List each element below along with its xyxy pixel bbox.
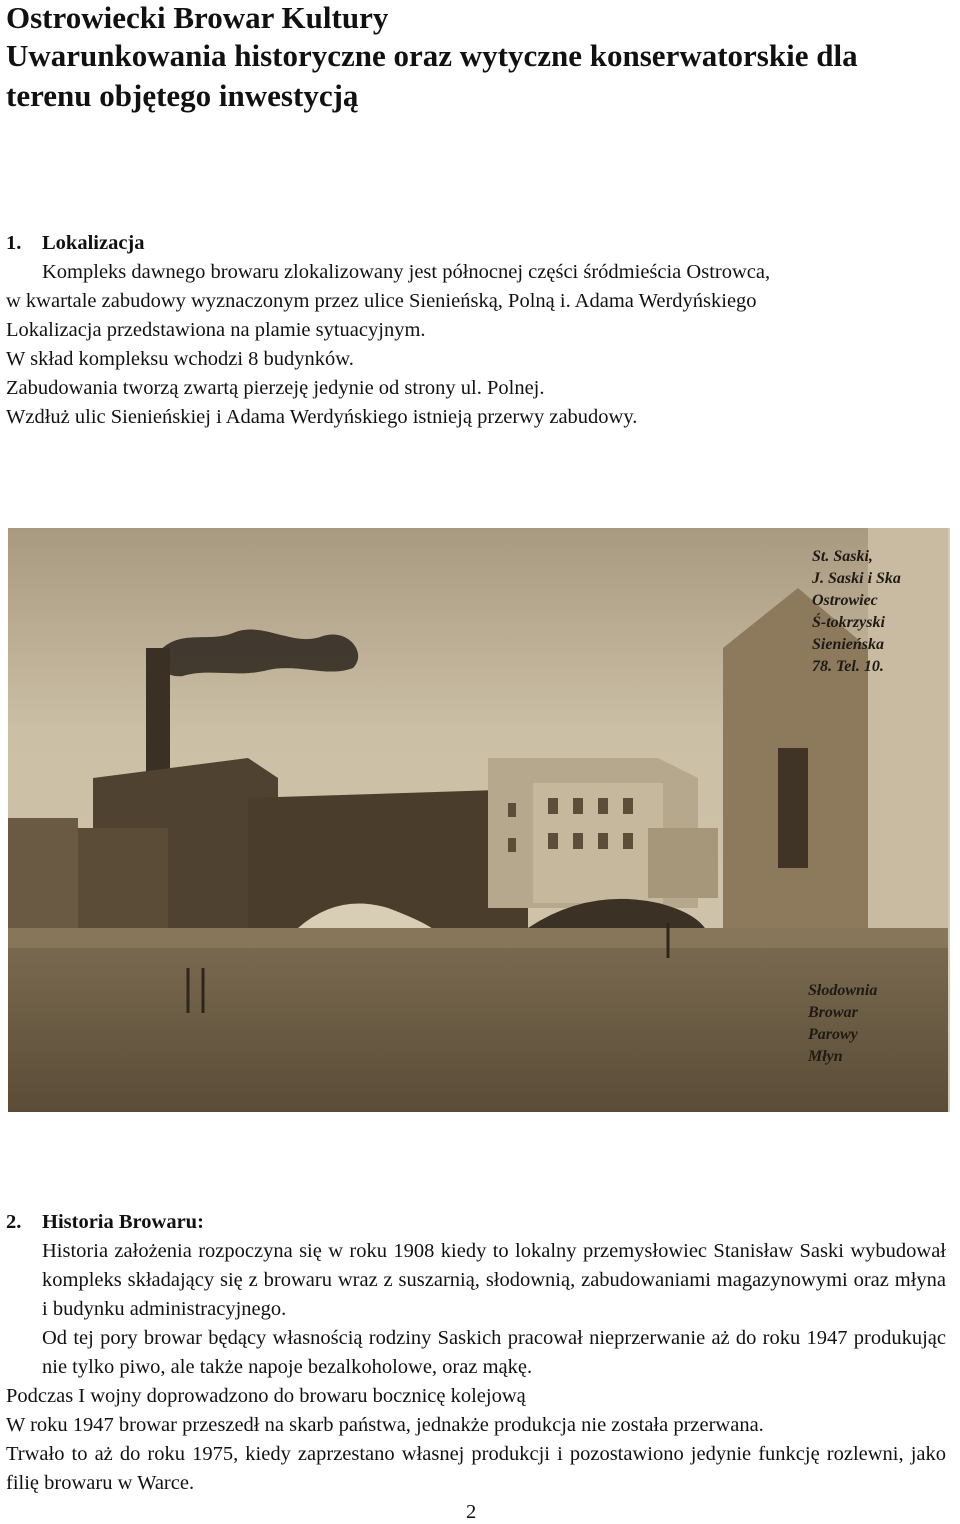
caption-line: Sienieńska [812,636,885,653]
text-line: Zabudowania tworzą zwartą pierzeję jedynie od strony ul. Polnej. [6,377,545,399]
paragraph: Trwało to aż do roku 1975, kiedy zaprzestano własnej produkcji i pozostawiono jedynie funkcję rozlewni, jako filię browaru w Warce. [6,1443,946,1494]
paragraph: Historia założenia rozpoczyna się w roku 1908 kiedy to lokalny przemysłowiec Stanisław Saski wybudował kompleks składający się z browaru wraz z suszarnią, słodownią, zabudowaniami magazynowymi oraz młyna i budynku administracyjnego. [42,1240,946,1320]
caption-line: Ostrowiec [812,592,878,609]
chimney [146,648,170,778]
section-title: Historia Browaru: [42,1211,204,1233]
caption-line: St. Saski, [812,548,873,565]
caption-line: 78. Tel. 10. [812,658,884,675]
text-line: Kompleks dawnego browaru zlokalizowany jest północnej części śródmieścia Ostrowca, [42,261,771,283]
caption-line: Browar [808,1004,858,1021]
section-number: 1. [6,232,22,254]
long-hall [248,790,528,928]
arched-window [778,748,808,868]
section-title: Lokalizacja [42,232,145,254]
postcard-caption-bottom [808,980,877,1068]
text-line: w kwartale zabudowy wyznaczonym przez ulice Sienieńską, Polną i. Adama Werdyńskiego [6,290,757,312]
caption-line: Słodownia [808,982,878,999]
section-history [6,1208,946,1498]
document-title: Ostrowiecki Browar Kultury [6,0,389,35]
ground [8,928,948,1112]
text-line: Wzdłuż ulic Sienieńskiej i Adama Werdyńskiego istnieją przerwy zabudowy. [6,406,638,428]
caption-line: Parowy [808,1026,858,1043]
caption-line: J. Saski i Ska [812,570,901,587]
postcard-caption-top [812,546,901,678]
text-line: Lokalizacja przedstawiona na plamie sytuacyjnym. [6,319,426,341]
section-number: 2. [6,1211,22,1233]
text-line: W skład kompleksu wchodzi 8 budynków. [6,348,354,370]
postcard-illustration [8,528,948,1112]
section-location [6,229,946,432]
caption-line: Młyn [808,1048,843,1065]
document-subtitle: Uwarunkowania historyczne oraz wytyczne konserwatorskie dla terenu objętego inwestycją [6,38,858,113]
side-shed [648,828,718,898]
page-number: 2 [466,1501,477,1523]
paragraph: Podczas I wojny doprowadzono do browaru bocznicę kolejową [6,1385,526,1407]
historic-postcard-photo [8,528,950,1112]
paragraph: W roku 1947 browar przeszedł na skarb państwa, jednakże produkcja nie została przerwana. [6,1414,764,1436]
section-heading [6,1208,946,1237]
caption-line: Ś-tokrzyski [812,614,885,631]
section-heading [6,229,946,258]
fence-line [8,928,948,948]
paragraph: Od tej pory browar będący własnością rodziny Saskich pracował nieprzerwanie aż do roku 1947 produkując nie tylko piwo, ale także napoje bezalkoholowe, oraz mąkę. [42,1327,946,1378]
